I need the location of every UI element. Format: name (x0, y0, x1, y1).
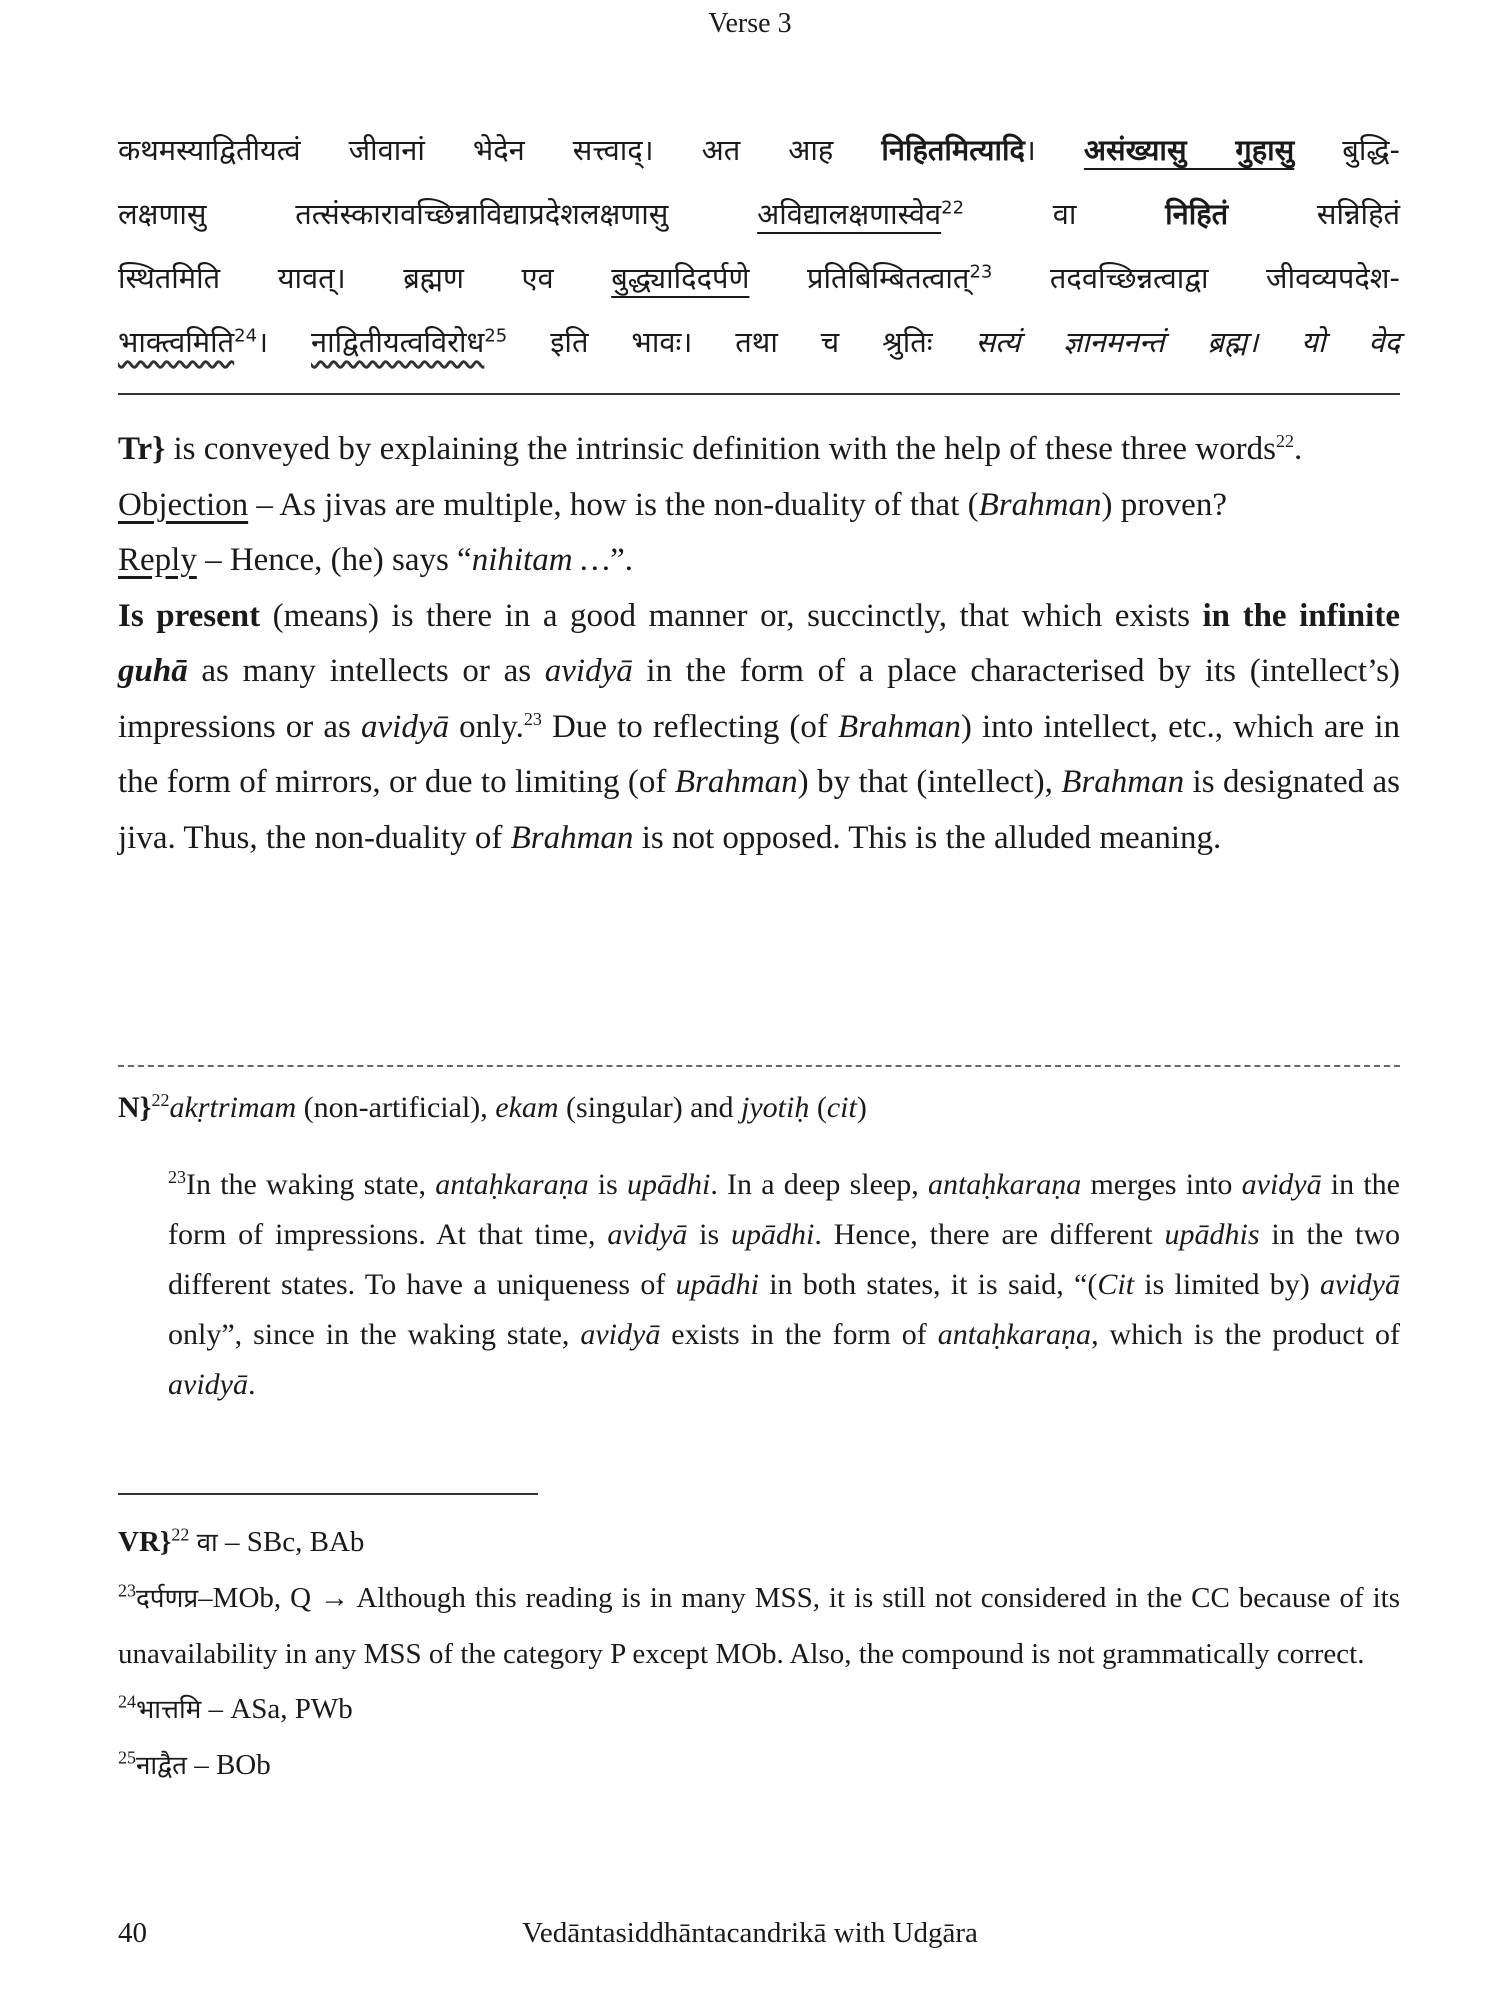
variant-25: $^{25}$नाद्वैत – BOb (118, 1747, 271, 1781)
footnote-rule (118, 1493, 538, 1495)
explanation-paragraph: Is present (means) is there in a good manner or, succinctly, that which exists in the infinite guhā as many intellects or as avidyā in the form of a place characterised by its (intellect’s) impressions or as avidyā only.$^{23}$ Due to reflecting (of Brahman) into intellect, etc., which are in the form of mirrors, or due to limiting (of Brahman) by that (intellect), Brahman is designated as jiva. Thus, the non-duality of Brahman is not opposed. This is the alluded meaning. (118, 597, 1401, 856)
translation-tr: Tr} is conveyed by explaining the intrinsic definition with the help of these three words$^{22}$. (118, 431, 1303, 467)
sanskrit-line-2: लक्षणासु तत्संस्कारावच्छिन्नाविद्याप्रदेशलक्षणासु अविद्यालक्षणास्वेव$^{22}$ वा निहितं सन्निहितं (118, 197, 1400, 231)
note-23: $^{23}$In the waking state, antaḥkaraṇa is upādhi. In a deep sleep, antaḥkaraṇa merges into avidyā in the form of impressions. At that time, avidyā is upādhi. Hence, there are different upādhis in the two different states. To have a uniqueness of upādhi in both states, it is said, “(Cit is limited by) avidyā only”, since in the waking state, avidyā exists in the form of antaḥkaraṇa, which is the product of avidyā. (168, 1167, 1401, 1401)
note-22: N}$^{22}$akṛtrimam (non-artificial), ekam (singular) and jyotiḥ (cit) (118, 1090, 867, 1124)
variant-23: $^{23}$दर्पणप्र–MOb, Q → Although this reading is in many MSS, it is still not considered in the CC because of its unavailability in any MSS of the category P except MOb. Also, the compound is not grammatically correct. (118, 1580, 1400, 1670)
book-title: Vedāntasiddhāntacandrikā with Udgāra (522, 1917, 978, 1949)
variant-24: $^{24}$भात्तमि – ASa, PWb (118, 1691, 353, 1725)
notes-divider (118, 1065, 1400, 1067)
translation-section (118, 422, 1400, 866)
sanskrit-line-4: भाक्त्वमिति$^{24}$। नाद्वितीयत्वविरोध$^{25}$ इति भावः। तथा च श्रुतिः सत्यं ज्ञानमनन्तं ब्रह्म। यो वेद (118, 325, 1400, 359)
variant-readings (118, 1515, 1400, 1794)
sanskrit-commentary (118, 118, 1400, 374)
page-number: 40 (118, 1917, 147, 1949)
objection-paragraph: Objection – As jivas are multiple, how is the non-duality of that (Brahman) proven? (118, 486, 1227, 523)
section-divider (118, 393, 1400, 395)
reply-paragraph: Reply – Hence, (he) says “nihitam …”. (118, 542, 634, 578)
running-header: Verse 3 (708, 8, 792, 39)
variant-22: VR}$^{22}$ वा – SBc, BAb (118, 1524, 365, 1558)
sanskrit-line-3: स्थितमिति यावत्। ब्रह्मण एव बुद्ध्यादिदर्पणे प्रतिबिम्बितत्वात्$^{23}$ तदवच्छिन्नत्वाद्वा जीवव्यपदेश- (118, 261, 1400, 295)
sanskrit-line-1: कथमस्याद्वितीयत्वं जीवानां भेदेन सत्त्वाद्। अत आह निहितमित्यादि। असंख्यासु गुहासु बुद्धि- (118, 133, 1400, 167)
